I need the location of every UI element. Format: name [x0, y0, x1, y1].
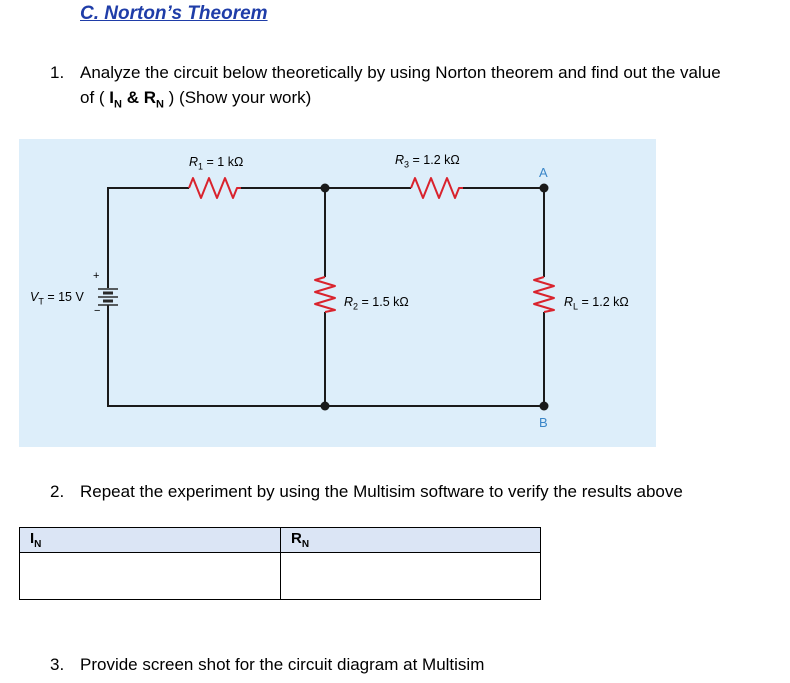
header-rn-symbol: R — [291, 530, 302, 547]
r2-subscript: 2 — [353, 301, 359, 312]
header-in-symbol: I — [30, 530, 35, 547]
r3-label — [395, 153, 460, 170]
battery-symbol — [98, 289, 118, 305]
r3-value: = 1.2 kΩ — [409, 153, 460, 167]
q1-text-post: ) (Show your work) — [163, 88, 312, 107]
header-in — [20, 528, 281, 553]
junction-bottom-middle — [321, 402, 330, 411]
resistor-r1 — [189, 178, 241, 198]
r3-symbol: R — [395, 153, 405, 167]
q1-text-pre: of ( — [80, 88, 110, 107]
question-3 — [50, 653, 790, 679]
node-b-label: B — [539, 415, 548, 430]
rn-subscript: N — [156, 98, 164, 111]
question-2-number: 2. — [50, 482, 65, 501]
node-b-dot — [540, 402, 549, 411]
rl-subscript: L — [573, 301, 579, 312]
question-3-number: 3. — [50, 655, 65, 674]
rl-value: = 1.2 kΩ — [578, 295, 629, 309]
rn-symbol: R — [143, 88, 156, 107]
r2-value: = 1.5 kΩ — [358, 295, 409, 309]
node-a-label: A — [539, 165, 548, 180]
r1-value: = 1 kΩ — [203, 155, 244, 169]
question-1-line-1: Analyze the circuit below theoretically by using Norton theorem and find out the value — [80, 63, 721, 82]
question-2-text: Repeat the experiment by using the Multisim software to verify the results above — [80, 482, 683, 501]
question-1-number: 1. — [50, 63, 65, 82]
in-subscript: N — [114, 98, 122, 111]
table-row — [20, 553, 541, 600]
header-rn-subscript: N — [301, 539, 310, 550]
source-value: = 15 V — [43, 290, 84, 304]
r3-subscript: 3 — [404, 159, 410, 170]
r2-label — [344, 295, 409, 312]
resistor-r2 — [315, 277, 335, 312]
battery-minus-sign: − — [94, 305, 101, 317]
header-rn — [281, 528, 541, 553]
rl-label — [564, 295, 629, 312]
in-symbol: I — [109, 88, 115, 107]
r1-symbol: R — [189, 155, 199, 169]
source-subscript: T — [38, 296, 44, 307]
question-3-text: Provide screen shot for the circuit diagram at Multisim — [80, 655, 485, 674]
section-heading: C. Norton’s Theorem — [80, 3, 268, 24]
question-1-line-2 — [80, 86, 311, 116]
question-1 — [50, 61, 790, 111]
battery-plus-sign: + — [93, 270, 100, 282]
ampersand: & — [121, 88, 144, 107]
r2-symbol: R — [344, 295, 354, 309]
node-a-dot — [540, 184, 549, 193]
table-header-row — [20, 528, 541, 553]
r1-subscript: 1 — [198, 161, 204, 172]
circuit-wires — [108, 188, 544, 406]
question-2 — [50, 480, 790, 506]
header-in-subscript: N — [34, 539, 42, 550]
circuit-diagram — [19, 139, 656, 447]
results-table — [19, 527, 541, 600]
resistor-rl — [534, 277, 554, 312]
rl-symbol: R — [564, 295, 574, 309]
source-symbol: V — [30, 290, 39, 304]
r1-label — [189, 155, 243, 172]
junction-top-middle — [321, 184, 330, 193]
circuit-schematic — [19, 139, 656, 447]
cell-rn-value[interactable] — [281, 553, 541, 600]
source-label — [30, 290, 84, 307]
resistor-r3 — [411, 178, 463, 198]
cell-in-value[interactable] — [20, 553, 281, 600]
